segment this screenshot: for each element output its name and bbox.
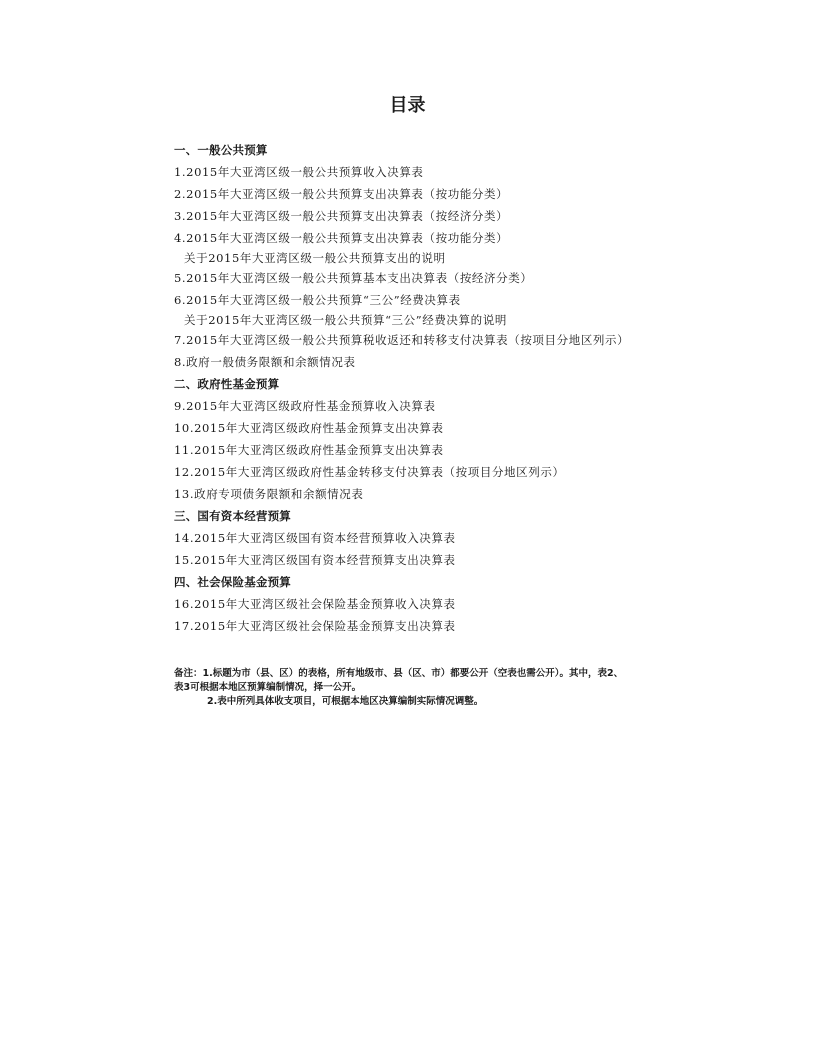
section-heading: 二、政府性基金预算: [174, 377, 280, 391]
table-of-contents: [174, 139, 774, 637]
toc-item[interactable]: 3.2015年大亚湾区级一般公共预算支出决算表（按经济分类）: [174, 209, 509, 223]
toc-item[interactable]: 11.2015年大亚湾区级政府性基金预算支出决算表: [174, 443, 444, 457]
toc-item[interactable]: 4.2015年大亚湾区级一般公共预算支出决算表（按功能分类）: [174, 231, 509, 245]
toc-item[interactable]: 6.2015年大亚湾区级一般公共预算“三公”经费决算表: [174, 293, 461, 307]
remarks: [174, 667, 749, 709]
page-title: 目录: [389, 95, 426, 116]
toc-item[interactable]: 15.2015年大亚湾区级国有资本经营预算支出决算表: [174, 553, 456, 567]
toc-note[interactable]: 关于2015年大亚湾区级一般公共预算支出的说明: [184, 251, 446, 265]
toc-item[interactable]: 14.2015年大亚湾区级国有资本经营预算收入决算表: [174, 531, 456, 545]
remarks-line-1: 备注：1.标题为市（县、区）的表格，所有地级市、县（区、市）都要公开（空表也需公开）。其中，表2、: [174, 668, 624, 679]
remarks-line-2: 表3可根据本地区预算编制情况，择一公开。: [174, 682, 362, 693]
toc-item[interactable]: 5.2015年大亚湾区级一般公共预算基本支出决算表（按经济分类）: [174, 271, 533, 285]
section-heading: 三、国有资本经营预算: [174, 509, 291, 523]
toc-item[interactable]: 9.2015年大亚湾区级政府性基金预算收入决算表: [174, 399, 436, 413]
toc-item[interactable]: 13.政府专项债务限额和余额情况表: [174, 487, 364, 501]
toc-item[interactable]: 10.2015年大亚湾区级政府性基金预算支出决算表: [174, 421, 444, 435]
toc-item[interactable]: 8.政府一般债务限额和余额情况表: [174, 355, 356, 369]
remarks-line-3: 2.表中所列具体收支项目，可根据本地区决算编制实际情况调整。: [207, 696, 484, 707]
section-heading: 一、一般公共预算: [174, 143, 268, 157]
toc-item[interactable]: 17.2015年大亚湾区级社会保险基金预算支出决算表: [174, 619, 456, 633]
toc-item[interactable]: 2.2015年大亚湾区级一般公共预算支出决算表（按功能分类）: [174, 187, 509, 201]
section-heading: 四、社会保险基金预算: [174, 575, 291, 589]
toc-item[interactable]: 7.2015年大亚湾区级一般公共预算税收返还和转移支付决算表（按项目分地区列示）: [174, 333, 630, 347]
toc-note[interactable]: 关于2015年大亚湾区级一般公共预算“三公”经费决算的说明: [184, 313, 507, 327]
toc-item[interactable]: 12.2015年大亚湾区级政府性基金转移支付决算表（按项目分地区列示）: [174, 465, 565, 479]
toc-item[interactable]: 16.2015年大亚湾区级社会保险基金预算收入决算表: [174, 597, 456, 611]
toc-item[interactable]: 1.2015年大亚湾区级一般公共预算收入决算表: [174, 165, 424, 179]
